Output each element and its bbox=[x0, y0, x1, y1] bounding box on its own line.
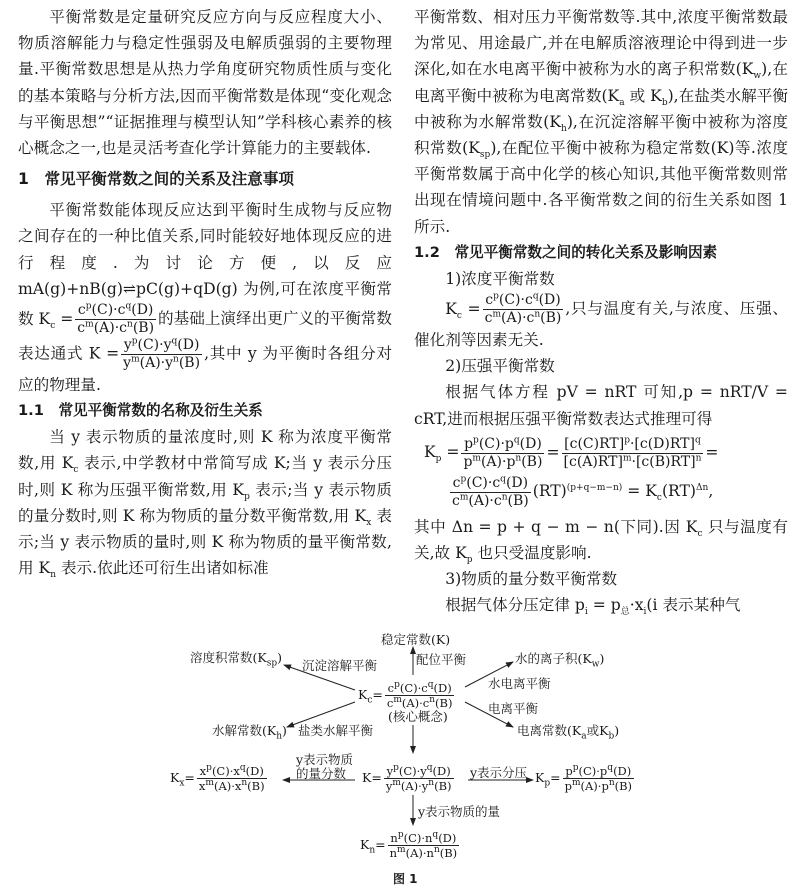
kp-derivation-line-1 bbox=[414, 436, 788, 471]
numerator: $c^p(C)\cdot c^q(D)$ bbox=[75, 302, 156, 320]
figure-1-diagram bbox=[0, 625, 800, 893]
k-fraction bbox=[384, 764, 454, 793]
numerator: $y^p(C)\cdot y^q(D)$ bbox=[121, 337, 202, 355]
paragraph-text: ,只与温度有关,与浓度、压强、催化剂等因素无关. bbox=[414, 299, 788, 350]
numerator: $c^p(C)\cdot c^q(D)$ bbox=[450, 475, 531, 493]
stable-constant-label: 稳定常数(K) bbox=[381, 632, 451, 647]
coordination-equilibrium-label: 配位平衡 bbox=[416, 652, 467, 667]
kc-fraction bbox=[75, 302, 156, 337]
kp-node bbox=[535, 764, 636, 793]
numerator: $y^p(C)\cdot y^q(D)$ bbox=[384, 764, 454, 779]
kc-symbol: $K_c=$ bbox=[358, 687, 383, 706]
continued-paragraph: 平衡常数、相对压力平衡常数等.其中,浓度平衡常数最为常见、用途最广,并在电解质溶液理论中得到进一步深化,如在水电离平衡中被称为水的离子积常数$(K_w)$,在电离平衡中被称为电离常数($K_a$ 或 $K_b$),在盐类水解平衡中被称为水解常数$(K_h)$,在沉淀溶解平衡中被称为溶度积常数$(K_{sp})$,在配位平衡中被称为稳定常数(K)等.浓度平衡常数属于高中化学的核心知识,其他平衡常数则常出现在情境问题中.各平衡常数之间的衍生关系如图 1 所示. bbox=[414, 8, 789, 236]
numerator: $c^p(C)\cdot c^q(D)$ bbox=[385, 681, 455, 696]
mole-fraction-label-2: 的量分数 bbox=[296, 766, 347, 781]
core-concept-label: (核心概念) bbox=[388, 709, 448, 724]
general-expression-paragraph bbox=[18, 197, 392, 398]
names-paragraph: 当 y 表示物质的量浓度时,则 K 称为浓度平衡常数,用 $K_c$ 表示,中学教材中常简写成 K;当 y 表示分压时,则 K 称为压强平衡常数,用 $K_p$ 表示;当 y 表示物质的量分数时,则 K 称为物质的量分数平衡常数,用 $K_x$ 表示;当 y 表示物质的量时,则 K 称为物质的量平衡常数,用 $K_n$ 表示.依此还可衍生出诸如标准 bbox=[18, 428, 392, 581]
denominator: $y^m(A)\cdot y^n(B)$ bbox=[385, 778, 452, 793]
kx-fraction bbox=[197, 764, 267, 793]
subsection-heading-1-2: 1.2 常见平衡常数之间的转化关系及影响因素 bbox=[414, 243, 718, 261]
partial-pressure-label: y表示分压 bbox=[470, 765, 528, 780]
numerator: $c^p(C)\cdot c^q(D)$ bbox=[483, 292, 564, 310]
denominator: $c^m(A)\cdot c^n(B)$ bbox=[452, 492, 529, 509]
denominator: $y^m(A)\cdot y^n(B)$ bbox=[123, 354, 201, 372]
denominator: $n^m(A)\cdot n^n(B)$ bbox=[389, 845, 458, 860]
item-label-1: 1)浓度平衡常数 bbox=[445, 269, 555, 288]
numerator: $p^p(C)\cdot p^q(D)$ bbox=[563, 764, 634, 779]
right-column bbox=[414, 4, 788, 619]
kw-label: 水的离子积$(K_w)$ bbox=[515, 651, 605, 670]
paragraph-text: 平衡常数能体现反应达到平衡时生成物与反应物之间存在的一种比值关系,同时能较好地体现反应的进行程度.为讨论方便,以反应 mA(g)+nB(g)⇌pC(g)+qD(g) 为例,可在浓度平衡常数 $K_c$ = bbox=[18, 201, 392, 331]
k-symbol: K= bbox=[362, 770, 382, 785]
kx-symbol: $K_x=$ bbox=[170, 770, 195, 789]
fraction bbox=[562, 436, 704, 471]
item-label-3: 3)物质的量分数平衡常数 bbox=[445, 570, 618, 589]
denominator: $c^m(A)\cdot c^n(B)$ bbox=[484, 309, 562, 327]
amount-of-substance-label: y表示物质的量 bbox=[418, 804, 501, 819]
item-label-2: 2)压强平衡常数 bbox=[445, 357, 555, 376]
delta-n-paragraph: 其中 Δn = p + q − m − n(下同).因 $K_c$ 只与温度有关,故 $K_p$ 也只受温度影响. bbox=[414, 517, 788, 566]
ksp-label: 溶度积常数$(K_{sp})$ bbox=[190, 650, 282, 669]
figure-caption: 图 1 bbox=[393, 872, 418, 886]
salt-hydrolysis-label: 盐类水解平衡 bbox=[298, 723, 374, 738]
precipitation-equilibrium-label: 沉淀溶解平衡 bbox=[302, 658, 378, 673]
kp-symbol: $K_p$ = bbox=[424, 443, 460, 465]
ionization-equilibrium-label: 电离平衡 bbox=[488, 701, 539, 716]
kc-paragraph bbox=[414, 292, 788, 353]
numerator: $x^p(C)\cdot x^q(D)$ bbox=[197, 764, 267, 779]
kn-symbol: $K_n=$ bbox=[360, 837, 386, 856]
k-node bbox=[362, 764, 456, 793]
water-ionization-label: 水电离平衡 bbox=[488, 676, 551, 691]
kn-fraction bbox=[388, 831, 460, 860]
kh-label: 水解常数$(K_h)$ bbox=[212, 723, 287, 742]
gas-equation-paragraph: 根据气体方程 pV = nRT 可知,p = nRT/V = cRT,进而根据压强平衡常数表达式推理可得 bbox=[414, 383, 788, 428]
kx-node bbox=[170, 764, 269, 793]
denominator: $p^m(A)\cdot p^n(B)$ bbox=[463, 453, 543, 470]
numerator: $[c(C)RT]^p\cdot[c(D)RT]^q$ bbox=[562, 436, 704, 454]
kc-fraction bbox=[385, 681, 455, 710]
paragraph-text: ,其中 y 为平衡时各组分对应的物理量. bbox=[18, 344, 392, 395]
denominator: $c^m(A)\cdot c^n(B)$ bbox=[386, 695, 453, 710]
numerator: $p^p(C)\cdot p^q(D)$ bbox=[461, 436, 544, 454]
fraction bbox=[461, 436, 544, 471]
section-heading-1: 1 常见平衡常数之间的关系及注意事项 bbox=[18, 170, 294, 189]
kp-symbol: $K_p=$ bbox=[535, 770, 561, 789]
kp-fraction bbox=[563, 764, 634, 793]
k-fraction bbox=[121, 337, 202, 372]
kc-symbol: $K_c$ = bbox=[445, 299, 481, 321]
ka-kb-label: 电离常数($K_a$或$K_b$) bbox=[517, 723, 620, 742]
equals: = bbox=[705, 443, 719, 462]
equals: = bbox=[546, 443, 560, 462]
left-column bbox=[18, 4, 392, 581]
paragraph-text: 的基础上演绎出更广义的平衡常数表达通式 K = bbox=[18, 309, 392, 363]
kc-node bbox=[358, 681, 456, 710]
fraction bbox=[450, 475, 531, 510]
denominator: $x^m(A)\cdot x^n(B)$ bbox=[198, 778, 265, 793]
kn-node bbox=[360, 831, 461, 860]
denominator: $[c(A)RT]^m\cdot[c(B)RT]^n$ bbox=[563, 453, 702, 470]
denominator: $p^m(A)\cdot p^n(B)$ bbox=[564, 778, 633, 793]
partial-pressure-paragraph: 根据气体分压定律 $p_i = p_总\cdot x_i(i$ 表示某种气 bbox=[445, 596, 741, 618]
kp-derivation-line-2 bbox=[414, 475, 788, 510]
equation-tail: $(RT)^{(p+q-m-n)} = K_c(RT)^{\Delta n}$, bbox=[532, 482, 714, 504]
denominator: $c^m(A)\cdot c^n(B)$ bbox=[77, 319, 155, 337]
subsection-heading-1-1: 1.1 常见平衡常数的名称及衍生关系 bbox=[18, 402, 263, 420]
kc-fraction bbox=[483, 292, 564, 327]
mole-fraction-label-1: y表示物质 bbox=[296, 752, 354, 767]
intro-paragraph: 平衡常数是定量研究反应方向与反应程度大小、物质溶解能力与稳定性强弱及电解质强弱的主要物理量.平衡常数思想是从热力学角度研究物质性质与变化的基本策略与分析方法,因而平衡常数是体现“变化观念与平衡思想”“证据推理与模型认知”学科核心素养的核心概念之一,也是灵活考查化学计算能力的主要载体. bbox=[18, 8, 392, 158]
numerator: $n^p(C)\cdot n^q(D)$ bbox=[388, 831, 460, 846]
